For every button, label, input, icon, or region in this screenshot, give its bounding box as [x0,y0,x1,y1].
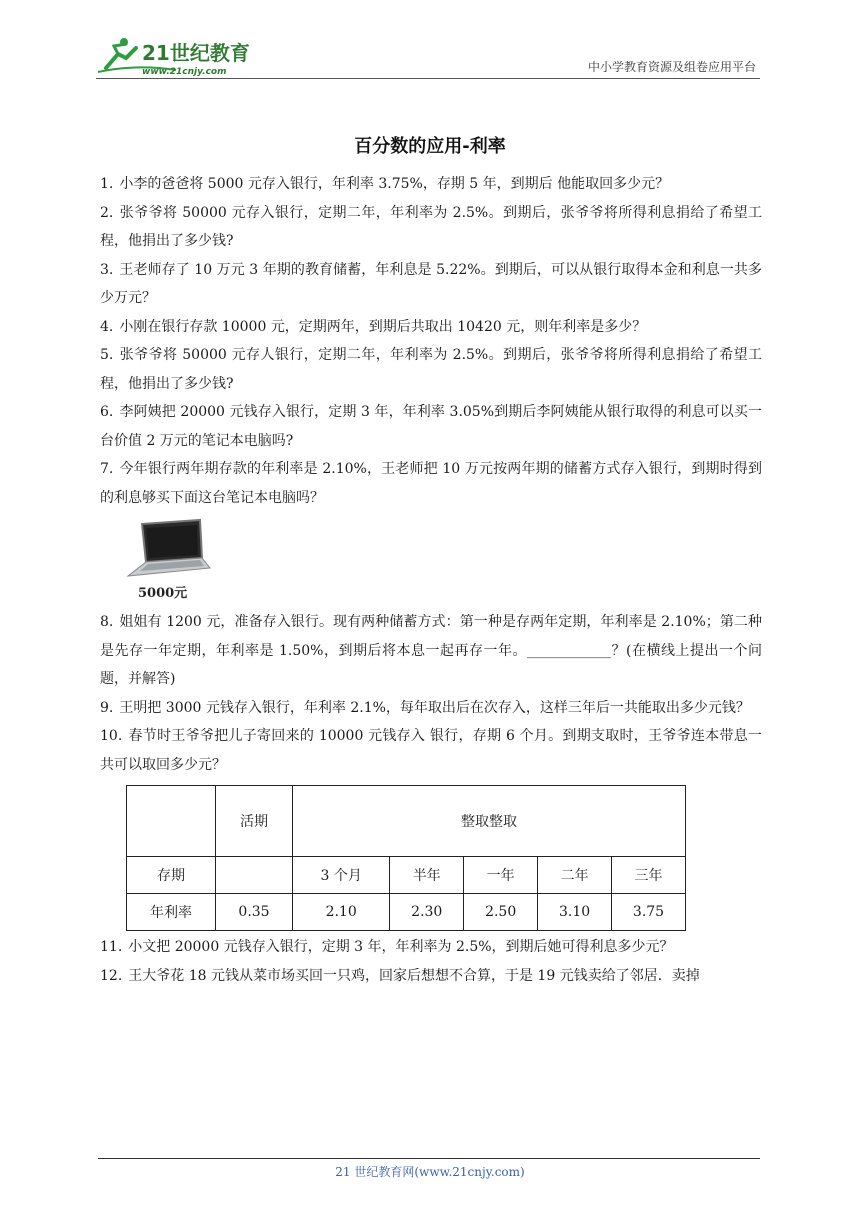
svg-text:21世纪教育: 21世纪教育 [142,41,250,65]
laptop-figure [122,518,242,604]
question-7: 7. 今年银行两年期存款的年利率是 2.10%，王老师把 10 万元按两年期的储蓄方式存入银行，到期时得到的利息够买下面这台笔记本电脑吗？ [100,461,762,506]
question-5: 5. 张爷爷将 50000 元存人银行，定期二年，年利率为 2.5%。到期后，张爷爷将所得利息捐给了希望工程，他捐出了多少钱? [100,347,762,392]
table-period: 三年 [612,857,686,894]
laptop-price: 5000元 [138,586,188,601]
interest-rate-table [126,785,686,931]
question-list [100,170,762,990]
question-9: 9. 王明把 3000 元钱存入银行，年利率 2.1%，每年取出后在次存入，这样三年后一共能取出多少元钱？ [100,699,750,716]
table-rate: 2.30 [390,894,464,931]
table-rate-huoqi: 0.35 [216,894,293,931]
question-2: 2. 张爷爷将 50000 元存入银行，定期二年，年利率为 2.5%。到期后，张爷爷将所得利息捐给了希望工程，他捐出了多少钱? [100,204,762,249]
question-8: 8. 姐姐有 1200 元，准备存入银行。现有两种储蓄方式：第一种是存两年定期，年利率是 2.10%；第二种是先存一年定期，年利率是 1.50%，到期后将本息一起再存一年。____________？(在横线上提出一个问题，并解答) [100,614,762,687]
table-rate: 2.10 [293,894,390,931]
platform-name: 中小学教育资源及组卷应用平台 [587,60,756,74]
footer-divider [98,1158,760,1159]
table-row [127,857,686,894]
question-10: 10. 春节时王爷爷把儿子寄回来的 10000 元钱存入 银行，存期 6 个月。到期支取时，王爷爷连本带息一共可以取回多少元？ [100,728,762,773]
table-rate: 3.75 [612,894,686,931]
table-cell-empty [216,857,293,894]
table-period: 一年 [464,857,538,894]
table-row-label-cunqi: 存期 [127,857,216,894]
laptop-icon [122,518,212,582]
question-4: 4. 小刚在银行存款 10000 元，定期两年，到期后共取出 10420 元，则年利率是多少？ [100,318,647,335]
table-rate: 2.50 [464,894,538,931]
table-cell-empty [127,786,216,857]
svg-text:www.21cnjy.com: www.21cnjy.com [142,67,227,77]
header-divider [96,78,760,79]
site-logo [96,34,266,78]
question-3: 3. 王老师存了 10 万元 3 年期的教育储蓄，年利息是 5.22%。到期后，可以从银行取得本金和利息一共多少万元？ [100,261,762,306]
page-footer: 21 世纪教育网(www.21cnjy.com) [335,1165,525,1179]
table-period: 3 个月 [293,857,390,894]
table-row [127,894,686,931]
table-rate: 3.10 [538,894,612,931]
question-6: 6. 李阿姨把 20000 元钱存入银行，定期 3 年，年利率 3.05%到期后李阿姨能从银行取得的利息可以买一台价值 2 万元的笔记本电脑吗? [100,404,762,449]
table-header-huoqi: 活期 [216,786,293,857]
table-header-zhengqu: 整取整取 [293,786,686,857]
table-row [127,786,686,857]
table-row-label-rate: 年利率 [127,894,216,931]
table-period: 半年 [390,857,464,894]
question-12: 12. 王大爷花 18 元钱从菜市场买回一只鸡，回家后想想不合算，于是 19 元钱卖给了邻居．卖掉 [100,967,700,984]
question-1: 1. 小李的爸爸将 5000 元存入银行，年利率 3.75%，存期 5 年，到期后 他能取回多少元？ [100,176,670,192]
page-title: 百分数的应用-利率 [354,136,506,157]
question-11: 11. 小文把 20000 元钱存入银行，定期 3 年，年利率为 2.5%，到期后她可得利息多少元？ [100,939,674,955]
table-period: 二年 [538,857,612,894]
page-header [96,30,760,80]
